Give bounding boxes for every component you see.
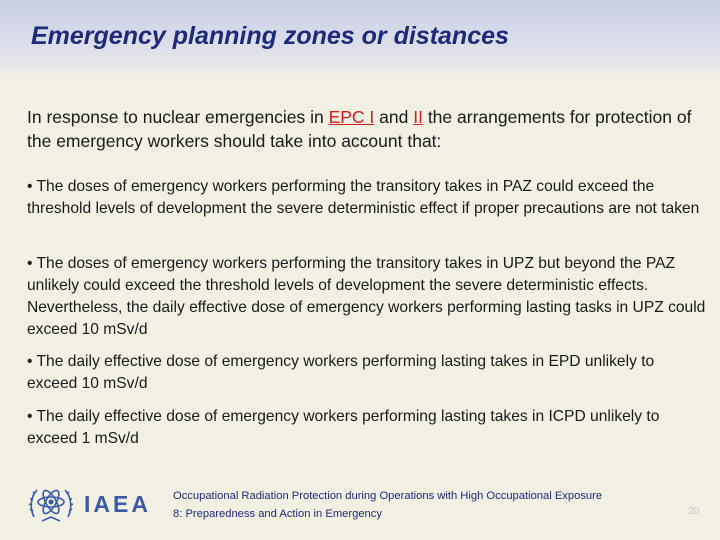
page-number: 20 (688, 506, 700, 517)
iaea-logo (28, 480, 151, 528)
intro-text-start: In response to nuclear emergencies in (27, 107, 329, 127)
intro-paragraph (27, 105, 697, 153)
bullet-epd: • The daily effective dose of emergency workers performing lasting takes in EPD unlikely to exceed 10 mSv/d (27, 353, 655, 392)
iaea-logo-text: IAEA (84, 490, 151, 517)
footer-line-1: Occupational Radiation Protection during Operations with High Occupational Exposure (173, 490, 603, 502)
epc-i-label: EPC I (328, 107, 375, 127)
intro-text-end: the arrangements for protection of the emergency workers should take into account that: (27, 107, 692, 151)
iaea-emblem-icon (28, 481, 74, 527)
bullet-upz: • The doses of emergency workers performing the transitory takes in UPZ but beyond the PAZ unlikely could exceed the threshold levels of development the severe deterministic effects. Nevertheless, the daily effective dose of emergency workers performing lasting tasks in UPZ could exceed 10 mSv/d (27, 255, 706, 338)
footer-line-2: 8: Preparedness and Action in Emergency (173, 508, 382, 520)
epc-ii-label: II (413, 107, 423, 127)
bullet-icpd: • The daily effective dose of emergency workers performing lasting takes in ICPD unlikely to exceed 1 mSv/d (27, 408, 660, 447)
slide-title: Emergency planning zones or distances (31, 22, 509, 50)
intro-and: and (374, 107, 414, 127)
bullet-paz: • The doses of emergency workers performing the transitory takes in PAZ could exceed the threshold levels of development the severe deterministic effect if proper precautions are not taken (27, 178, 700, 217)
footer-course-title (173, 487, 653, 523)
